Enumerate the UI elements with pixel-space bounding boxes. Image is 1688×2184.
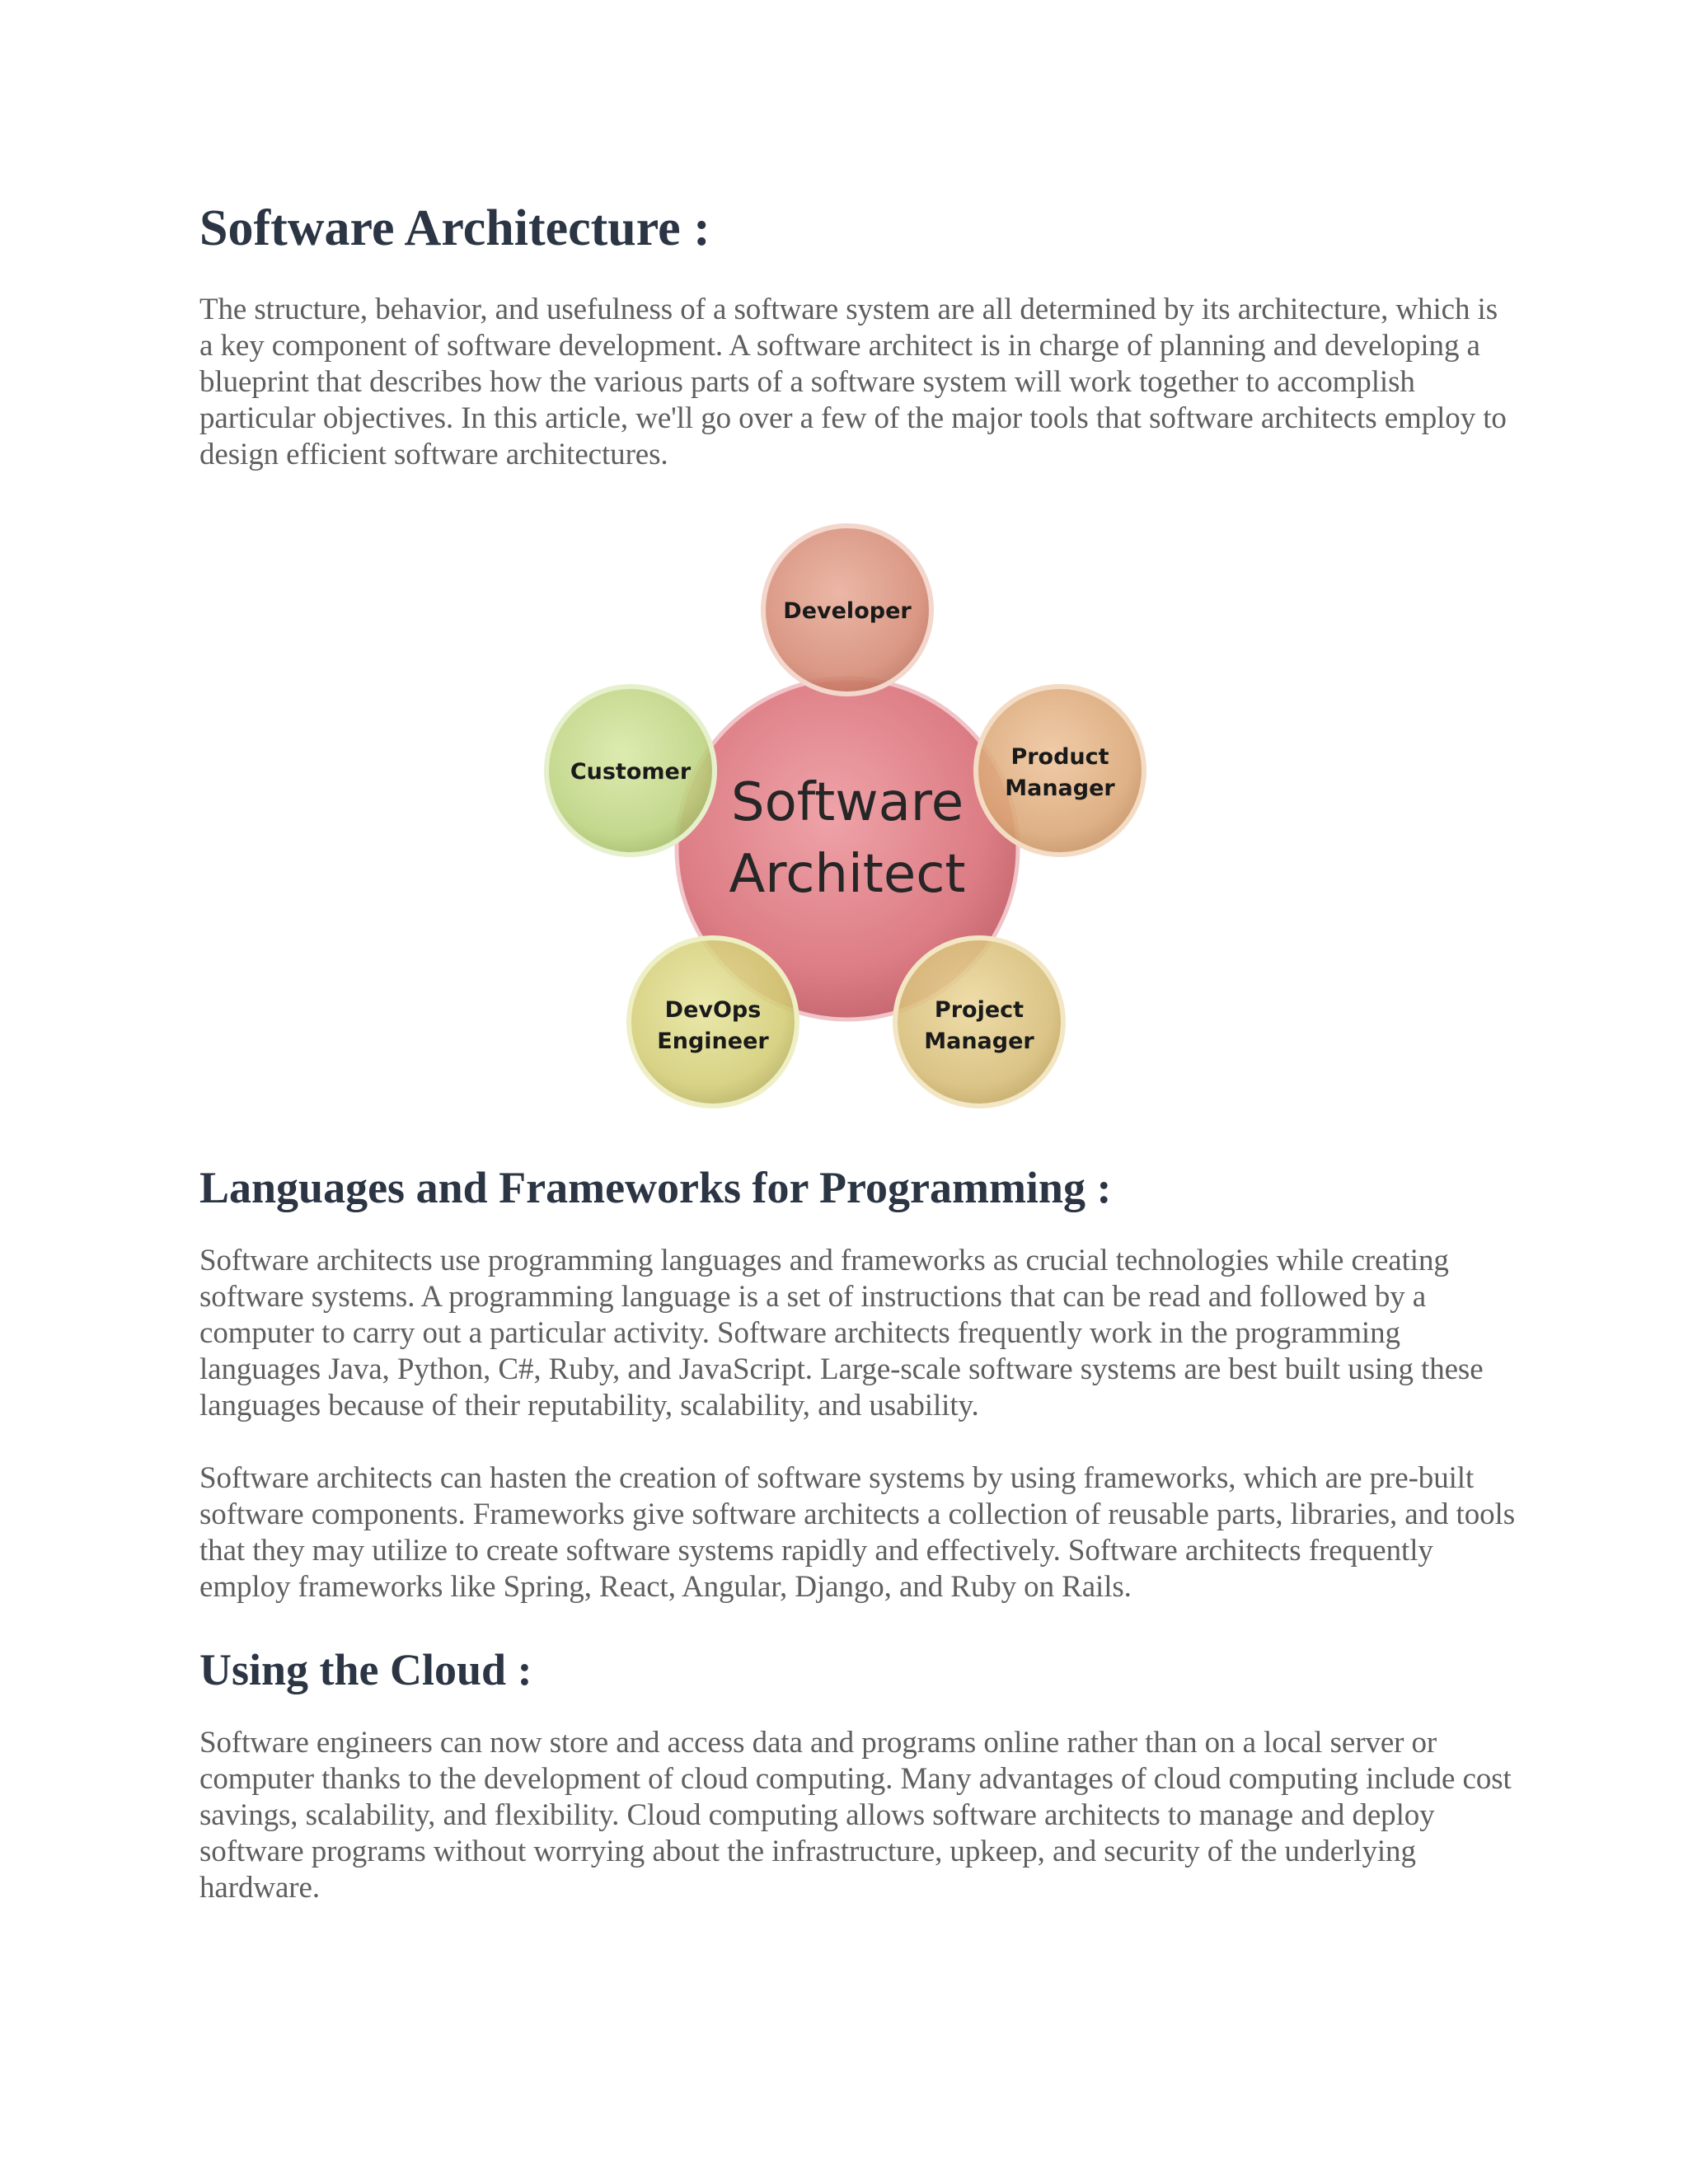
node-developer [763,526,931,694]
label-developer: Developer [783,598,912,624]
label-customer: Customer [570,759,692,785]
paragraph-cloud: Software engineers can now store and access data and programs online rather than on a local server or computer thanks to the development of cloud computing. Many advantages of cloud computing include cost savings, scalability, and flexibility. Cloud computing allows software architects to manage and deploy software programs without worrying about the infrastructure, upkeep, and security of the underlying hardware. [199,1726,1512,1905]
label-devops-engineer: Engineer [657,1029,769,1054]
software-architect-diagram [536,519,1154,1121]
label-project: Project [934,997,1025,1023]
heading-languages-frameworks: Languages and Frameworks for Programming : [199,1163,1112,1212]
center-label-software: Software [730,772,964,833]
label-product: Product [1010,744,1109,770]
node-project-manager [895,938,1063,1106]
paragraph-frameworks: Software architects can hasten the creation of software systems by using frameworks, which are pre-built software components. Frameworks give software architects a collection of reusable parts, libraries, and tools that they may utilize to create software systems rapidly and effectively. Software architects frequently employ frameworks like Spring, React, Angular, Django, and Ruby on Rails. [199,1461,1516,1604]
paragraph-languages: Software architects use programming languages and frameworks as crucial technologies while creating software systems. A programming language is a set of instructions that can be read and followed by a computer to carry out a particular activity. Software architects frequently work in the programming languages Java, Python, C#, Ruby, and JavaScript. Large-scale software systems are best built using these languages because of their reputability, scalability, and usability. [199,1244,1484,1422]
heading-software-architecture: Software Architecture : [199,200,710,256]
node-customer [546,687,715,855]
node-devops-engineer [629,938,797,1106]
paragraph-intro: The structure, behavior, and usefulness of a software system are all determined by its architecture, which is a key component of software development. A software architect is in charge of planning and developing a blueprint that describes how the various parts of a software system will work together to accomplish particular objectives. In this article, we'll go over a few of the major tools that software architects employ to design efficient software architectures. [199,293,1507,471]
label-project-manager: Manager [924,1029,1034,1054]
node-product-manager [976,687,1144,855]
label-product-manager: Manager [1005,776,1115,801]
center-label-architect: Architect [729,844,966,905]
heading-using-cloud: Using the Cloud : [199,1645,532,1694]
label-devops: DevOps [664,997,762,1023]
